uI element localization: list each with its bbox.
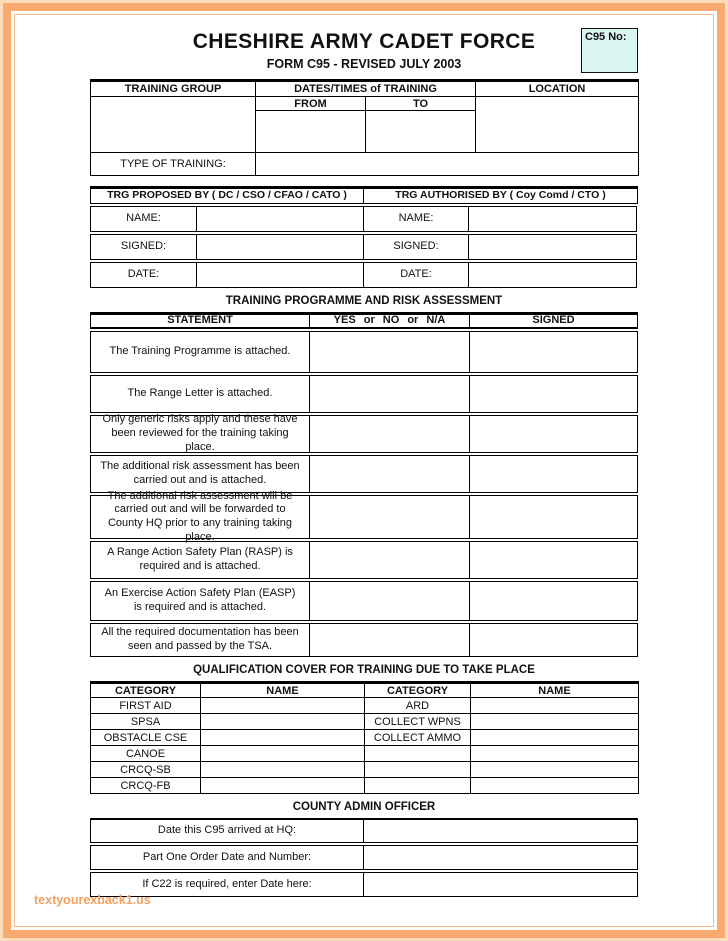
training-group-cell [91,97,256,153]
authorised-name-label: NAME: [363,206,469,232]
qualification-row [91,746,639,762]
risk-statement: An Exercise Action Safety Plan (EASP) is required and is attached. [90,581,310,621]
c95-number-box [581,28,638,73]
proposed-date-cell [196,262,364,288]
risk-section-title: TRAINING PROGRAMME AND RISK ASSESSMENT [225,295,503,307]
risk-yes-no-cell [309,331,470,373]
risk-row [90,489,638,543]
admin-row-label: Date this C95 arrived at HQ: [90,818,364,843]
risk-yes-no-cell [309,541,470,579]
qualification-row [91,762,639,778]
risk-signed-cell [469,331,638,373]
qualification-row [91,730,639,746]
authorised-date-cell [468,262,637,288]
c95-number-label: C95 No: [585,31,627,43]
col-header-name-right: NAME [471,683,639,698]
risk-statement: The additional risk assessment has been carried out and is attached. [90,455,310,493]
risk-row [90,455,638,493]
risk-assessment-table [90,312,638,657]
authorised-signed-label: SIGNED: [363,234,469,260]
trg-proposed-header: TRG PROPOSED BY ( DC / CSO / CFAO / CATO ) [90,186,364,204]
qualification-row [91,698,639,714]
category-label: ARD [365,698,471,714]
form-page [16,16,712,925]
to-header: TO [366,97,476,111]
risk-signed-cell [469,541,638,579]
risk-signed-cell [469,495,638,539]
date-row [90,262,638,288]
risk-row [90,541,638,579]
qualification-header-row [91,683,639,698]
risk-signed-cell [469,415,638,453]
risk-row [90,623,638,657]
name-cell [471,698,639,714]
col-header-signed: SIGNED [469,312,638,329]
watermark: textyourexback1.us [34,893,151,907]
admin-row-value-cell [363,845,638,870]
training-details-table [90,79,639,176]
name-cell [471,714,639,730]
type-of-training-label: TYPE OF TRAINING: [91,153,256,176]
name-cell [201,730,365,746]
qualification-row [91,778,639,794]
type-of-training-row [91,153,639,176]
form-body [90,79,638,897]
admin-row-value-cell [363,818,638,843]
risk-row [90,581,638,621]
category-label: OBSTACLE CSE [91,730,201,746]
form-subtitle: FORM C95 - REVISED JULY 2003 [266,57,462,71]
authorisation-header-row [90,186,638,204]
proposed-name-label: NAME: [90,206,197,232]
empty-cell [471,778,639,794]
category-label: FIRST AID [91,698,201,714]
type-of-training-cell [256,153,639,176]
risk-row [90,331,638,373]
name-cell [201,762,365,778]
admin-row-value-cell [363,872,638,897]
risk-row [90,375,638,413]
risk-statement: All the required documentation has been seen and passed by the TSA. [90,623,310,657]
risk-yes-no-cell [309,375,470,413]
empty-cell [365,746,471,762]
name-row [90,206,638,232]
name-cell [201,714,365,730]
admin-row-label: Part One Order Date and Number: [90,845,364,870]
risk-row [90,415,638,453]
empty-cell [471,746,639,762]
col-header-yes-no: YES or NO or N/A [309,312,470,329]
admin-row [90,872,638,897]
risk-statement: The Training Programme is attached. [90,331,310,373]
category-label: CANOE [91,746,201,762]
risk-statement: The additional risk assessment will be carried out and will be forwarded to County HQ prior to any training taking place. [90,495,310,539]
col-header-category-right: CATEGORY [365,683,471,698]
signed-row [90,234,638,260]
name-cell [201,746,365,762]
location-cell [476,97,639,153]
category-label: SPSA [91,714,201,730]
name-cell [201,778,365,794]
admin-row [90,845,638,870]
from-header: FROM [256,97,366,111]
risk-yes-no-cell [309,495,470,539]
risk-header-row [90,312,638,329]
admin-row [90,818,638,843]
proposed-signed-cell [196,234,364,260]
qualification-table [90,681,639,794]
risk-yes-no-cell [309,415,470,453]
risk-statement: Only generic risks apply and these have been reviewed for the training taking place. [90,415,310,453]
category-label: COLLECT AMMO [365,730,471,746]
trg-authorised-header: TRG AUTHORISED BY ( Coy Comd / CTO ) [363,186,638,204]
risk-yes-no-cell [309,455,470,493]
risk-signed-cell [469,455,638,493]
qualification-row [91,714,639,730]
proposed-signed-label: SIGNED: [90,234,197,260]
category-label: COLLECT WPNS [365,714,471,730]
qualification-section-title: QUALIFICATION COVER FOR TRAINING DUE TO TAKE PLACE [193,664,535,676]
authorised-name-cell [468,206,637,232]
authorised-date-label: DATE: [363,262,469,288]
name-cell [471,730,639,746]
col-header-training-group: TRAINING GROUP [91,81,256,97]
risk-signed-cell [469,581,638,621]
risk-signed-cell [469,375,638,413]
col-header-dates-times: DATES/TIMES of TRAINING [256,81,476,97]
training-table-header-row [91,81,639,97]
authorised-signed-cell [468,234,637,260]
risk-yes-no-cell [309,623,470,657]
col-header-location: LOCATION [476,81,639,97]
from-cell [256,111,366,153]
from-to-subheader-row [91,97,639,111]
empty-cell [365,778,471,794]
proposed-name-cell [196,206,364,232]
empty-cell [471,762,639,778]
proposed-date-label: DATE: [90,262,197,288]
admin-section-title: COUNTY ADMIN OFFICER [292,801,436,813]
category-label: CRCQ-FB [91,778,201,794]
empty-cell [365,762,471,778]
authorisation-table [90,186,638,288]
risk-yes-no-cell [309,581,470,621]
col-header-statement: STATEMENT [90,312,310,329]
to-cell [366,111,476,153]
col-header-name-left: NAME [201,683,365,698]
risk-statement: The Range Letter is attached. [90,375,310,413]
category-label: CRCQ-SB [91,762,201,778]
name-cell [201,698,365,714]
form-title: CHESHIRE ARMY CADET FORCE [192,30,536,53]
admin-row-label: If C22 is required, enter Date here: [90,872,364,897]
col-header-category-left: CATEGORY [91,683,201,698]
risk-statement: A Range Action Safety Plan (RASP) is required and is attached. [90,541,310,579]
admin-table [90,818,638,897]
risk-signed-cell [469,623,638,657]
